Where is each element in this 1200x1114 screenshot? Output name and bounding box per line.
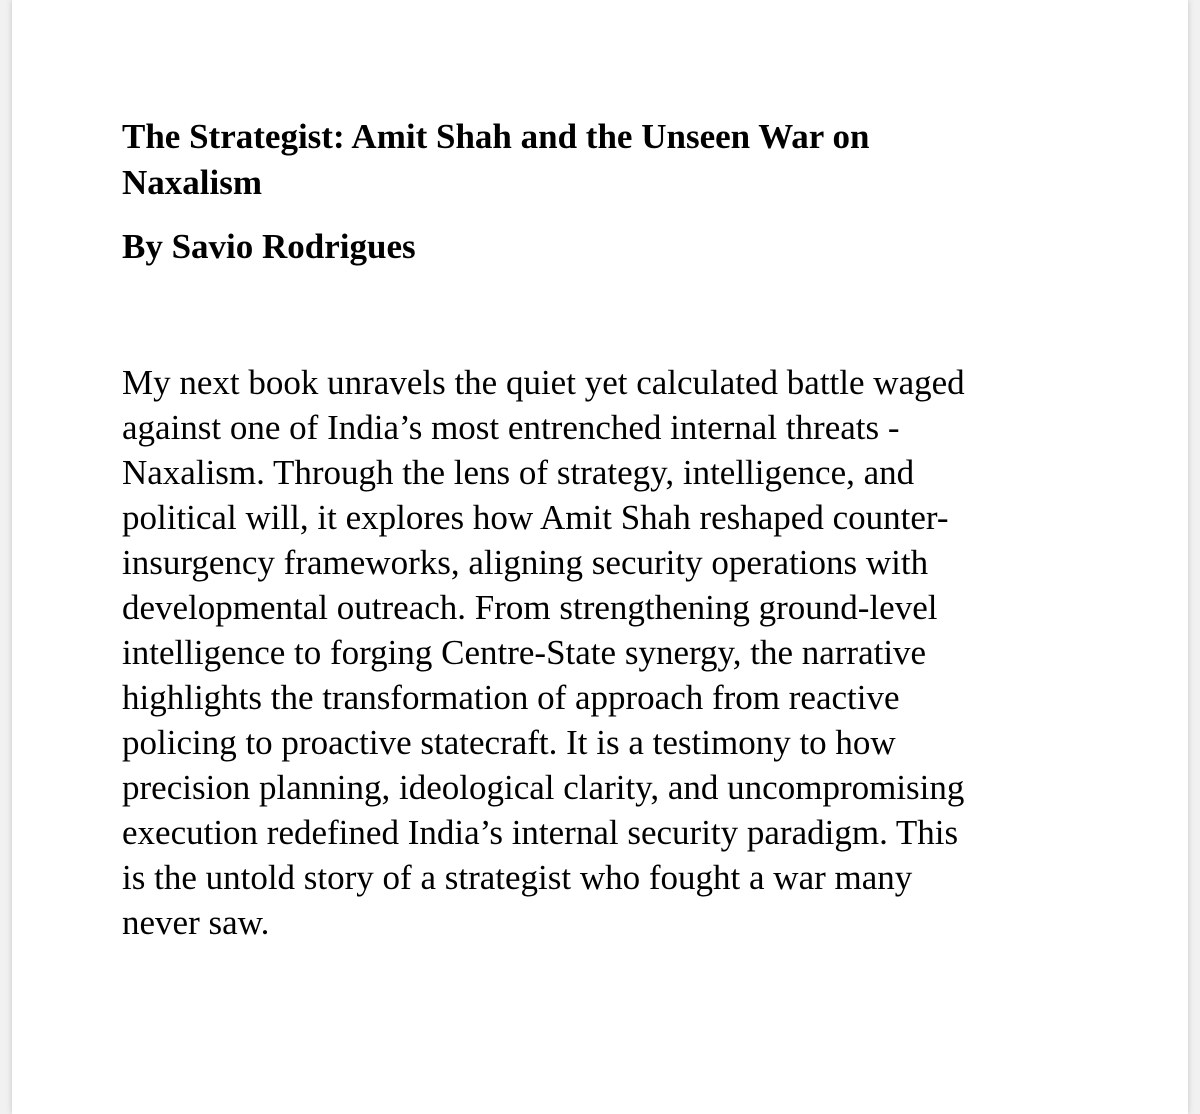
document-byline: By Savio Rodrigues [122, 227, 416, 266]
body-line: never saw. [122, 903, 270, 942]
body-line: execution redefined India’s internal security paradigm. This [122, 813, 959, 852]
document-page [12, 0, 1188, 1114]
body-line: against one of India’s most entrenched internal threats - [122, 408, 900, 447]
body-line: highlights the transformation of approach from reactive [122, 678, 900, 717]
body-line: intelligence to forging Centre-State synergy, the narrative [122, 633, 927, 672]
document-body [122, 360, 1082, 945]
document-content [122, 114, 1082, 942]
body-line: My next book unravels the quiet yet calculated battle waged [122, 363, 965, 402]
body-line: developmental outreach. From strengthening ground-level [122, 588, 938, 627]
document-title: The Strategist: Amit Shah and the Unseen War on Naxalism [122, 117, 870, 202]
body-line: is the untold story of a strategist who fought a war many [122, 858, 913, 897]
body-line: insurgency frameworks, aligning security operations with [122, 543, 929, 582]
body-line: precision planning, ideological clarity, and uncompromising [122, 768, 965, 807]
body-line: Naxalism. Through the lens of strategy, intelligence, and [122, 453, 915, 492]
body-line: policing to proactive statecraft. It is a testimony to how [122, 723, 896, 762]
body-line: political will, it explores how Amit Shah reshaped counter- [122, 498, 949, 537]
